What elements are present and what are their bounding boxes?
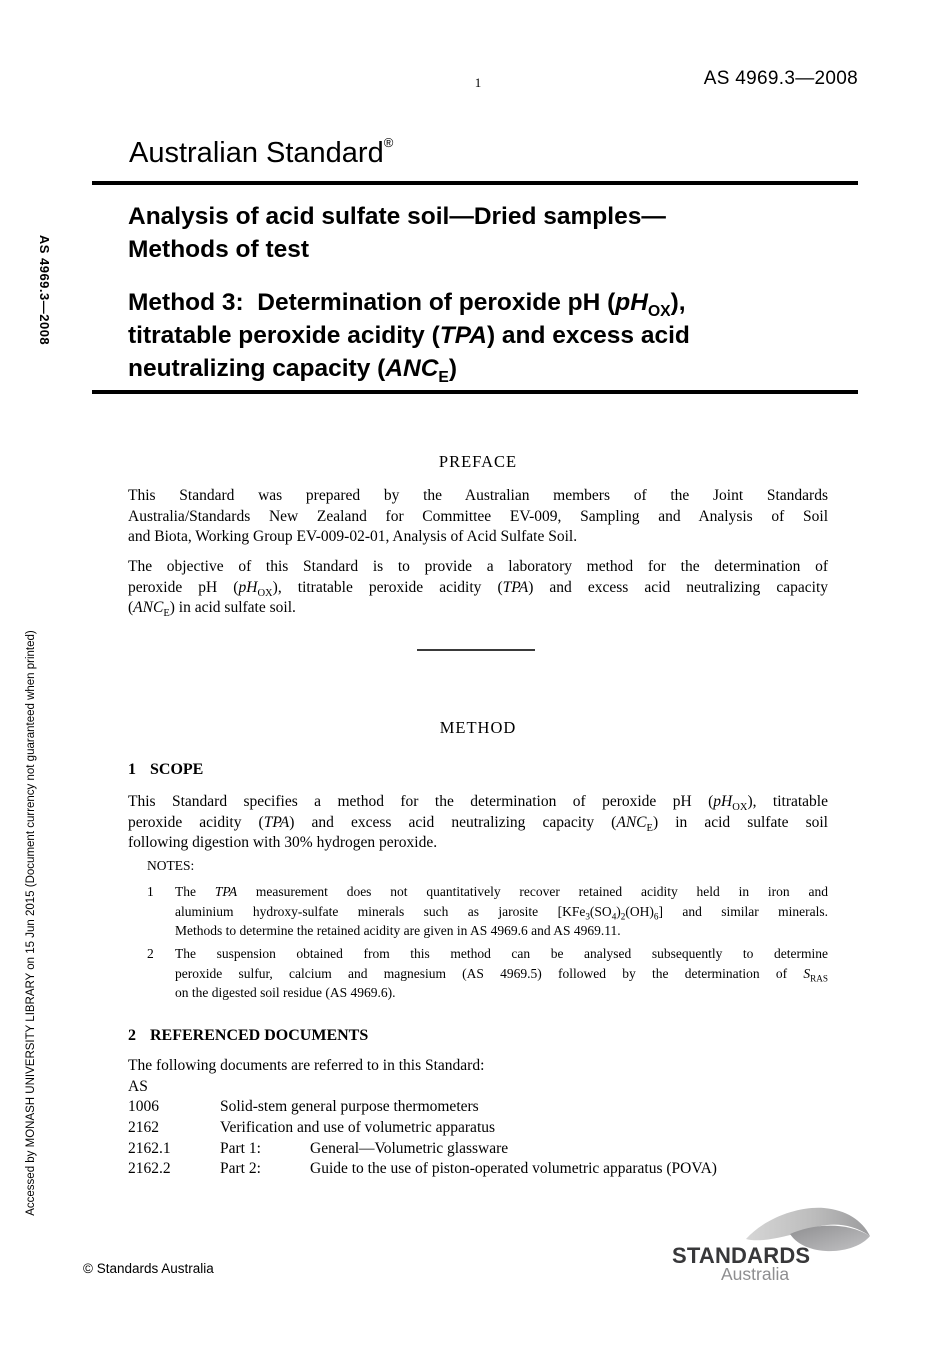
brand-name: Australian Standard xyxy=(129,137,384,169)
method-heading: METHOD xyxy=(439,718,517,737)
section-2-heading xyxy=(128,1027,368,1045)
text-line: peroxide pH $(pH_{OX})$, titratable peroxide acidity (TPA) and excess acid neutralizing capacity xyxy=(128,578,829,599)
text-line: following digestion with 30% hydrogen peroxide. xyxy=(128,834,438,852)
note-number: 1 xyxy=(147,884,154,899)
section-title: SCOPE xyxy=(150,761,204,778)
text-line: The suspension obtained from this method can be analysed subsequently to determine xyxy=(175,946,828,961)
note-number: 2 xyxy=(147,946,154,961)
note-item-2 xyxy=(147,944,828,1003)
doc-title-line: Analysis of acid sulfate soil—Dried samples— xyxy=(128,203,666,230)
ref-row xyxy=(128,1098,828,1119)
logo-standards-text: STANDARDS xyxy=(672,1243,811,1268)
ref-code-cell: 2162 xyxy=(128,1118,159,1136)
sidebar-access-note: Accessed by MONASH UNIVERSITY LIBRARY on 15 Jun 2015 (Document currency not guaranteed when printed) xyxy=(25,630,37,1216)
text-line: Australia/Standards New Zealand for Committee EV-009, Sampling and Analysis of Soil xyxy=(128,507,828,525)
scope-paragraph xyxy=(128,792,828,854)
ref-code-cell: 1006 xyxy=(128,1098,159,1115)
text-line: The objective of this Standard is to provide a laboratory method for the determination of xyxy=(128,558,828,575)
section-divider xyxy=(417,649,535,651)
ref-part-cell: Part 1: xyxy=(220,1139,261,1157)
method-title-line: neutralizing capacity $(ANC_E)$ xyxy=(128,355,458,386)
as-label: AS xyxy=(128,1078,148,1095)
text-line: peroxide acidity (TPA) and excess acid neutralizing capacity $(ANC_E)$ in acid sulfate soil xyxy=(128,813,828,834)
title-rule-top xyxy=(92,181,858,185)
ref-desc-cell: Solid-stem general purpose thermometers xyxy=(220,1098,479,1115)
preface-paragraph-2 xyxy=(128,557,828,619)
ref-desc-cell: Verification and use of volumetric apparatus xyxy=(220,1118,496,1136)
ref-row xyxy=(128,1160,828,1181)
standards-australia-logo xyxy=(664,1200,874,1290)
page-number: 1 xyxy=(474,75,482,90)
section-number: 2 xyxy=(128,1027,136,1044)
copyright-notice: © Standards Australia xyxy=(83,1261,214,1276)
text-line: This Standard was prepared by the Australian members of the Joint Standards xyxy=(128,487,828,504)
ref-row xyxy=(128,1119,828,1140)
text-line: Methods to determine the retained acidity are given in AS 4969.6 and AS 4969.11. xyxy=(175,923,621,938)
section-title: REFERENCED DOCUMENTS xyxy=(150,1027,369,1044)
preface-heading: PREFACE xyxy=(438,452,518,471)
text-line: $(ANC_E)$ in acid sulfate soil. xyxy=(128,599,296,620)
text-line: This Standard specifies a method for the determination of peroxide pH $(pH_{OX})$, titratable xyxy=(128,793,828,814)
text-line: and Biota, Working Group EV-009-02-01, Analysis of Acid Sulfate Soil. xyxy=(128,528,578,546)
brand-title xyxy=(129,137,393,170)
text-line: aluminium hydroxy-sulfate minerals such as jarosite $[KFe_3(SO_4)_2(OH)_6]$ and similar minerals. xyxy=(175,903,829,922)
method-title-line: titratable peroxide acidity (TPA) and excess acid xyxy=(128,322,690,349)
ref-code-cell: 2162.2 xyxy=(128,1160,171,1178)
note-body xyxy=(175,944,828,1003)
logo-australia-text: Australia xyxy=(721,1264,790,1284)
registered-mark-icon: ® xyxy=(383,135,394,151)
note-body xyxy=(175,882,828,941)
note-item-1 xyxy=(147,882,828,941)
sidebar-doc-code: AS 4969.3—2008 xyxy=(37,234,52,346)
section-1-heading xyxy=(128,761,203,779)
text-line: on the digested soil residue (AS 4969.6). xyxy=(175,985,396,1000)
doc-code-header: AS 4969.3—2008 xyxy=(703,68,858,89)
doc-title-line: Methods of test xyxy=(128,236,310,263)
method-title xyxy=(128,286,852,385)
notes-label: NOTES: xyxy=(147,858,195,873)
preface-paragraph-1 xyxy=(128,486,828,548)
title-rule-bottom xyxy=(92,390,858,394)
document-title xyxy=(128,200,852,266)
section-number: 1 xyxy=(128,761,136,778)
ref-code-cell: 2162.1 xyxy=(128,1139,171,1157)
ref-table xyxy=(128,1098,828,1181)
text-line: peroxide sulfur, calcium and magnesium (AS 4969.5) followed by the determination of $S_{RAS}$ xyxy=(175,965,828,984)
text-line: The TPA measurement does not quantitatively recover retained acidity held in iron and xyxy=(175,884,828,899)
referenced-docs-intro: The following documents are referred to in this Standard: xyxy=(128,1057,485,1074)
ref-part-cell: Part 2: xyxy=(220,1160,261,1178)
ref-desc-cell: Guide to the use of piston-operated volumetric apparatus (POVA) xyxy=(310,1160,717,1178)
ref-row xyxy=(128,1140,828,1161)
method-title-line: Method 3: Determination of peroxide pH $(pH_{OX})$, xyxy=(128,289,686,320)
ref-desc-cell: General—Volumetric glassware xyxy=(310,1139,509,1157)
